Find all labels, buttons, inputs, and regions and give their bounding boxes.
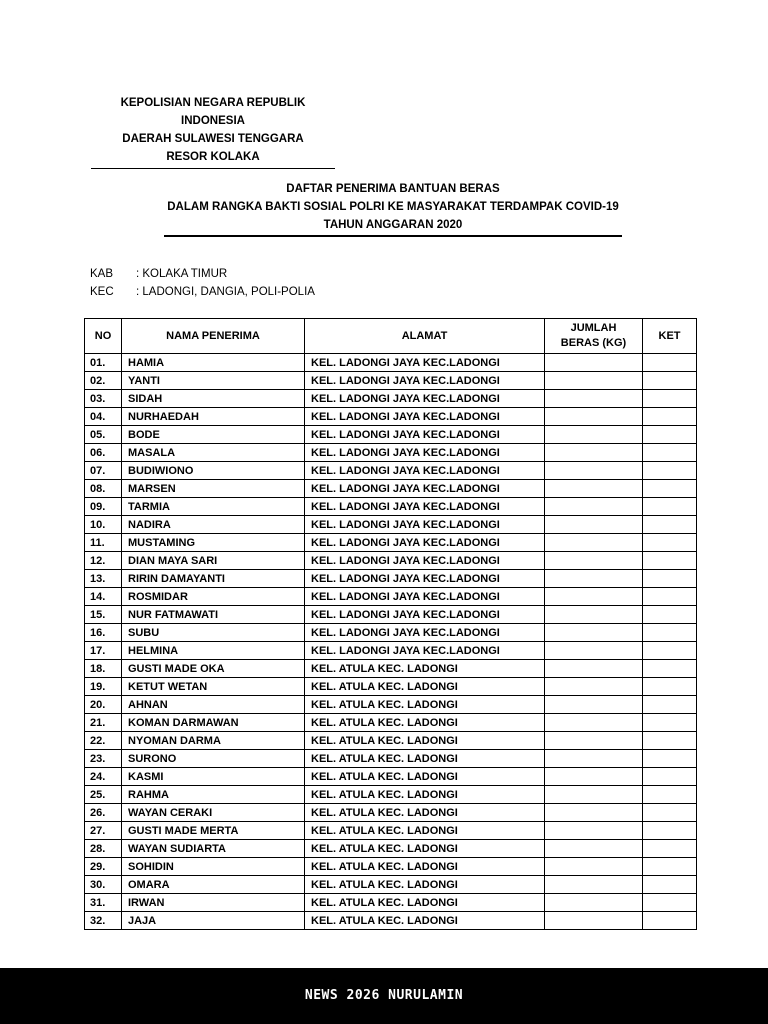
cell-address: KEL. LADONGI JAYA KEC.LADONGI [305, 498, 545, 516]
cell-no: 06. [85, 444, 122, 462]
cell-name: WAYAN SUDIARTA [122, 840, 305, 858]
cell-address: KEL. ATULA KEC. LADONGI [305, 696, 545, 714]
cell-address: KEL. LADONGI JAYA KEC.LADONGI [305, 408, 545, 426]
table-row [85, 768, 697, 786]
cell-amount [545, 912, 643, 930]
cell-amount [545, 696, 643, 714]
cell-no: 01. [85, 354, 122, 372]
document-title [160, 180, 626, 237]
cell-name: WAYAN CERAKI [122, 804, 305, 822]
table-row [85, 570, 697, 588]
cell-note [643, 912, 697, 930]
header-amount [545, 319, 643, 354]
table-row [85, 642, 697, 660]
header-no: NO [85, 319, 122, 354]
cell-address: KEL. LADONGI JAYA KEC.LADONGI [305, 606, 545, 624]
cell-name: HELMINA [122, 642, 305, 660]
table-row [85, 444, 697, 462]
cell-note [643, 786, 697, 804]
cell-name: YANTI [122, 372, 305, 390]
cell-note [643, 444, 697, 462]
table-row [85, 516, 697, 534]
letterhead-line-2: DAERAH SULAWESI TENGGARA [122, 133, 304, 145]
cell-no: 11. [85, 534, 122, 552]
cell-address: KEL. ATULA KEC. LADONGI [305, 912, 545, 930]
cell-note [643, 714, 697, 732]
table-row [85, 750, 697, 768]
table-row [85, 822, 697, 840]
table-row [85, 894, 697, 912]
cell-name: TARMIA [122, 498, 305, 516]
cell-no: 19. [85, 678, 122, 696]
letterhead-line-1: KEPOLISIAN NEGARA REPUBLIK INDONESIA [120, 97, 306, 127]
cell-address: KEL. LADONGI JAYA KEC.LADONGI [305, 462, 545, 480]
header-amount-line-1: JUMLAH [570, 322, 617, 334]
cell-amount [545, 894, 643, 912]
cell-address: KEL. LADONGI JAYA KEC.LADONGI [305, 426, 545, 444]
cell-amount [545, 498, 643, 516]
cell-address: KEL. ATULA KEC. LADONGI [305, 678, 545, 696]
cell-name: JAJA [122, 912, 305, 930]
cell-amount [545, 516, 643, 534]
cell-address: KEL. ATULA KEC. LADONGI [305, 822, 545, 840]
cell-address: KEL. ATULA KEC. LADONGI [305, 876, 545, 894]
cell-amount [545, 660, 643, 678]
table-row [85, 588, 697, 606]
cell-note [643, 462, 697, 480]
cell-no: 13. [85, 570, 122, 588]
header-amount-line-2: BERAS (KG) [560, 337, 627, 349]
cell-address: KEL. ATULA KEC. LADONGI [305, 768, 545, 786]
cell-name: IRWAN [122, 894, 305, 912]
header-note: KET [643, 319, 697, 354]
table-row [85, 372, 697, 390]
cell-name: KETUT WETAN [122, 678, 305, 696]
cell-name: SIDAH [122, 390, 305, 408]
cell-note [643, 408, 697, 426]
cell-address: KEL. ATULA KEC. LADONGI [305, 732, 545, 750]
cell-name: NADIRA [122, 516, 305, 534]
cell-note [643, 660, 697, 678]
title-line-3: TAHUN ANGGARAN 2020 [323, 219, 463, 231]
cell-address: KEL. ATULA KEC. LADONGI [305, 660, 545, 678]
cell-no: 28. [85, 840, 122, 858]
header-address: ALAMAT [305, 319, 545, 354]
cell-name: ROSMIDAR [122, 588, 305, 606]
table-row [85, 408, 697, 426]
cell-name: NURHAEDAH [122, 408, 305, 426]
cell-note [643, 876, 697, 894]
cell-amount [545, 552, 643, 570]
cell-name: SURONO [122, 750, 305, 768]
cell-note [643, 858, 697, 876]
cell-address: KEL. LADONGI JAYA KEC.LADONGI [305, 390, 545, 408]
cell-amount [545, 372, 643, 390]
cell-no: 25. [85, 786, 122, 804]
cell-no: 21. [85, 714, 122, 732]
cell-no: 31. [85, 894, 122, 912]
cell-address: KEL. ATULA KEC. LADONGI [305, 858, 545, 876]
header-name: NAMA PENERIMA [122, 319, 305, 354]
cell-address: KEL. LADONGI JAYA KEC.LADONGI [305, 372, 545, 390]
cell-no: 26. [85, 804, 122, 822]
cell-address: KEL. ATULA KEC. LADONGI [305, 750, 545, 768]
cell-name: HAMIA [122, 354, 305, 372]
table-row [85, 390, 697, 408]
cell-name: MARSEN [122, 480, 305, 498]
cell-address: KEL. LADONGI JAYA KEC.LADONGI [305, 516, 545, 534]
cell-name: KASMI [122, 768, 305, 786]
cell-amount [545, 822, 643, 840]
cell-amount [545, 624, 643, 642]
cell-note [643, 696, 697, 714]
cell-no: 16. [85, 624, 122, 642]
cell-no: 12. [85, 552, 122, 570]
table-row [85, 552, 697, 570]
meta-key-kec: KEC [90, 286, 114, 298]
meta-row-kab [90, 265, 315, 283]
cell-name: MASALA [122, 444, 305, 462]
cell-note [643, 588, 697, 606]
cell-note [643, 840, 697, 858]
table-row [85, 876, 697, 894]
table-row [85, 606, 697, 624]
cell-no: 02. [85, 372, 122, 390]
cell-address: KEL. LADONGI JAYA KEC.LADONGI [305, 552, 545, 570]
cell-amount [545, 444, 643, 462]
meta-value-kab: : KOLAKA TIMUR [136, 268, 228, 280]
cell-note [643, 804, 697, 822]
cell-name: AHNAN [122, 696, 305, 714]
cell-no: 15. [85, 606, 122, 624]
cell-no: 30. [85, 876, 122, 894]
cell-no: 27. [85, 822, 122, 840]
cell-name: BUDIWIONO [122, 462, 305, 480]
cell-name: KOMAN DARMAWAN [122, 714, 305, 732]
cell-amount [545, 768, 643, 786]
cell-no: 07. [85, 462, 122, 480]
cell-amount [545, 858, 643, 876]
cell-no: 29. [85, 858, 122, 876]
cell-address: KEL. LADONGI JAYA KEC.LADONGI [305, 642, 545, 660]
location-info [90, 265, 315, 301]
cell-amount [545, 534, 643, 552]
cell-note [643, 606, 697, 624]
meta-key-kab: KAB [90, 268, 114, 280]
cell-address: KEL. ATULA KEC. LADONGI [305, 786, 545, 804]
cell-no: 04. [85, 408, 122, 426]
cell-address: KEL. LADONGI JAYA KEC.LADONGI [305, 354, 545, 372]
cell-note [643, 732, 697, 750]
table-row [85, 462, 697, 480]
cell-name: BODE [122, 426, 305, 444]
table-row [85, 858, 697, 876]
cell-note [643, 894, 697, 912]
table-row [85, 660, 697, 678]
cell-note [643, 498, 697, 516]
cell-note [643, 534, 697, 552]
letterhead-underline [91, 168, 335, 169]
cell-name: GUSTI MADE OKA [122, 660, 305, 678]
cell-note [643, 822, 697, 840]
table-row [85, 714, 697, 732]
cell-address: KEL. ATULA KEC. LADONGI [305, 840, 545, 858]
cell-note [643, 426, 697, 444]
cell-address: KEL. LADONGI JAYA KEC.LADONGI [305, 480, 545, 498]
cell-amount [545, 570, 643, 588]
cell-name: NUR FATMAWATI [122, 606, 305, 624]
table-row [85, 912, 697, 930]
cell-no: 32. [85, 912, 122, 930]
cell-note [643, 516, 697, 534]
letterhead-line-3: RESOR KOLAKA [166, 151, 260, 163]
cell-note [643, 768, 697, 786]
cell-amount [545, 678, 643, 696]
table-row [85, 696, 697, 714]
cell-name: RIRIN DAMAYANTI [122, 570, 305, 588]
title-line-2: DALAM RANGKA BAKTI SOSIAL POLRI KE MASYARAKAT TERDAMPAK COVID-19 [167, 201, 619, 213]
footer-banner: NEWS 2026 NURULAMIN [0, 968, 768, 1024]
cell-amount [545, 426, 643, 444]
cell-no: 20. [85, 696, 122, 714]
cell-amount [545, 786, 643, 804]
cell-name: MUSTAMING [122, 534, 305, 552]
cell-amount [545, 804, 643, 822]
cell-note [643, 354, 697, 372]
cell-no: 03. [85, 390, 122, 408]
cell-address: KEL. LADONGI JAYA KEC.LADONGI [305, 534, 545, 552]
cell-address: KEL. ATULA KEC. LADONGI [305, 714, 545, 732]
cell-name: SUBU [122, 624, 305, 642]
cell-address: KEL. LADONGI JAYA KEC.LADONGI [305, 570, 545, 588]
meta-row-kec [90, 283, 315, 301]
cell-note [643, 624, 697, 642]
cell-no: 18. [85, 660, 122, 678]
cell-note [643, 372, 697, 390]
cell-amount [545, 714, 643, 732]
table-row [85, 840, 697, 858]
cell-name: NYOMAN DARMA [122, 732, 305, 750]
table-row [85, 426, 697, 444]
table-row [85, 498, 697, 516]
cell-note [643, 570, 697, 588]
cell-address: KEL. LADONGI JAYA KEC.LADONGI [305, 588, 545, 606]
table-header-row [85, 319, 697, 354]
cell-amount [545, 840, 643, 858]
cell-no: 09. [85, 498, 122, 516]
meta-value-kec: : LADONGI, DANGIA, POLI-POLIA [136, 286, 315, 298]
cell-note [643, 750, 697, 768]
cell-note [643, 642, 697, 660]
recipient-table [84, 318, 697, 930]
cell-amount [545, 732, 643, 750]
cell-name: DIAN MAYA SARI [122, 552, 305, 570]
cell-address: KEL. LADONGI JAYA KEC.LADONGI [305, 624, 545, 642]
table-row [85, 534, 697, 552]
letterhead [88, 94, 338, 169]
table-row [85, 678, 697, 696]
cell-amount [545, 354, 643, 372]
cell-no: 05. [85, 426, 122, 444]
cell-amount [545, 390, 643, 408]
title-underline [164, 235, 622, 237]
cell-no: 23. [85, 750, 122, 768]
cell-note [643, 552, 697, 570]
table-row [85, 804, 697, 822]
cell-name: SOHIDIN [122, 858, 305, 876]
cell-amount [545, 480, 643, 498]
cell-name: OMARA [122, 876, 305, 894]
cell-no: 24. [85, 768, 122, 786]
cell-note [643, 480, 697, 498]
table-row [85, 480, 697, 498]
cell-amount [545, 750, 643, 768]
cell-amount [545, 408, 643, 426]
cell-amount [545, 876, 643, 894]
cell-no: 17. [85, 642, 122, 660]
cell-address: KEL. ATULA KEC. LADONGI [305, 894, 545, 912]
cell-note [643, 678, 697, 696]
cell-name: GUSTI MADE MERTA [122, 822, 305, 840]
cell-no: 14. [85, 588, 122, 606]
cell-amount [545, 462, 643, 480]
cell-name: RAHMA [122, 786, 305, 804]
cell-address: KEL. LADONGI JAYA KEC.LADONGI [305, 444, 545, 462]
cell-no: 22. [85, 732, 122, 750]
table-row [85, 786, 697, 804]
cell-no: 08. [85, 480, 122, 498]
cell-note [643, 390, 697, 408]
cell-amount [545, 642, 643, 660]
cell-amount [545, 606, 643, 624]
table-row [85, 624, 697, 642]
cell-amount [545, 588, 643, 606]
title-line-1: DAFTAR PENERIMA BANTUAN BERAS [286, 183, 500, 195]
table-row [85, 732, 697, 750]
cell-address: KEL. ATULA KEC. LADONGI [305, 804, 545, 822]
cell-no: 10. [85, 516, 122, 534]
table-row [85, 354, 697, 372]
